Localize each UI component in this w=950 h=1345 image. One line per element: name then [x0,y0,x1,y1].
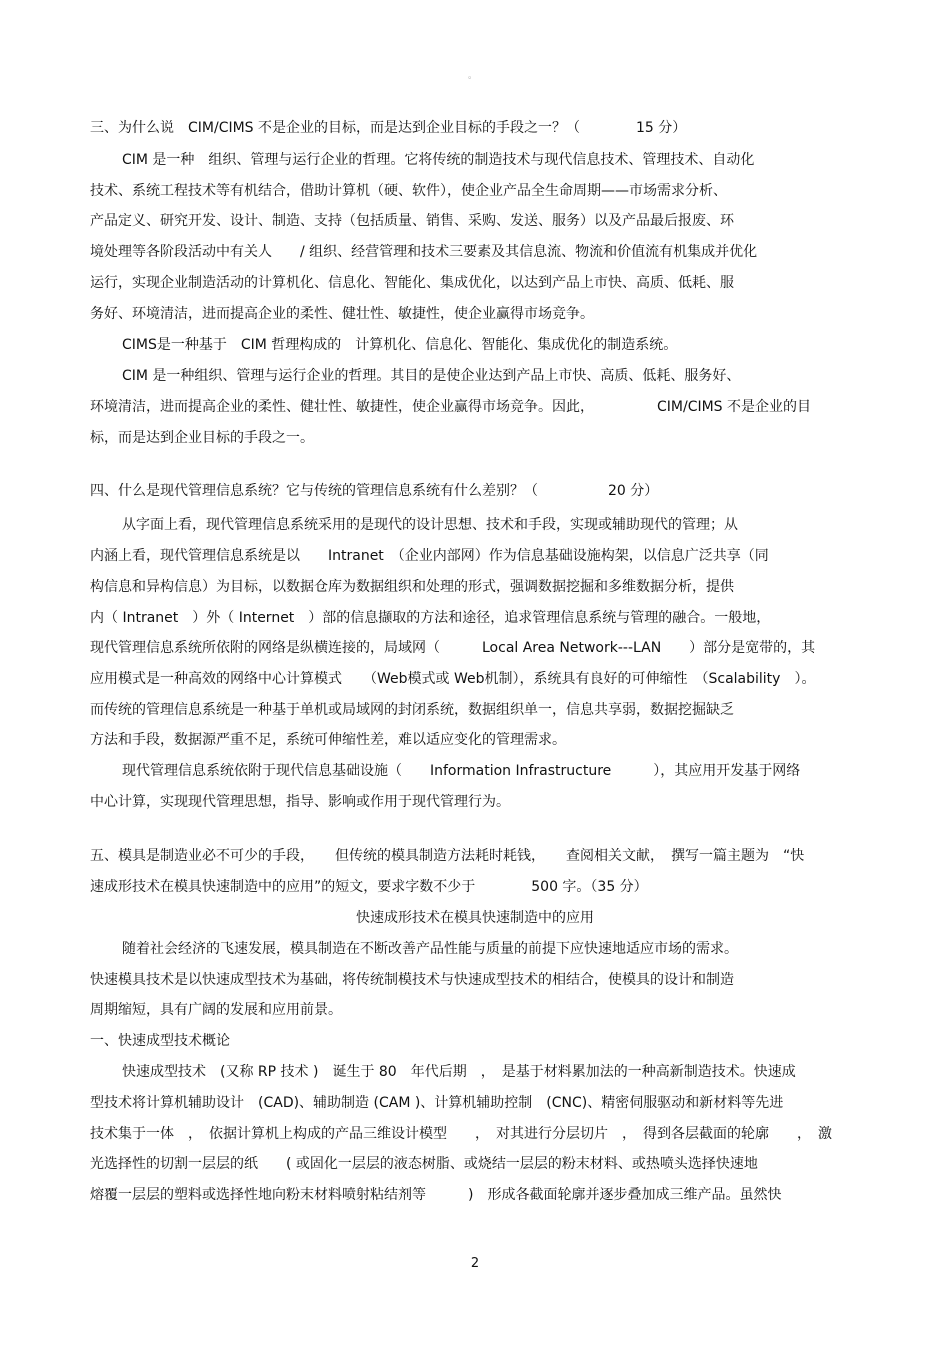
page-marker: 。 [468,71,478,81]
paragraph-line: 内（ Intranet ）外（ Internet ）部的信息撷取的方法和途径，追求管理信息系统与管理的融合。一般地， [90,610,771,626]
paragraph-line: 熔覆一层层的塑料或选择性地向粉末材料喷射粘结剂等 ) 形成各截面轮廓并逐步叠加成三维产品。虽然快 [90,1187,782,1203]
paragraph-line: 产品定义、研究开发、设计、制造、支持（包括质量、销售、采购、发送、服务）以及产品最后报废、环 [90,213,734,229]
paragraph-line: 光选择性的切割一层层的纸 ( 或固化一层层的液态树脂、或烧结一层层的粉末材料、或热喷头选择快速地 [90,1156,758,1172]
paragraph-line: 从字面上看，现代管理信息系统采用的是现代的设计思想、技术和手段，实现或辅助现代的管理；从 [122,517,738,533]
paragraph-line: 快速成型技术 (又称 RP 技术 ) 诞生于 80 年代后期 ， 是基于材料累加法的一种高新制造技术。快速成 [122,1064,796,1080]
paragraph-line: 境处理等各阶段活动中有关人 / 组织、经营管理和技术三要素及其信息流、物流和价值流有机集成并优化 [90,244,758,260]
question-3-heading: 三、为什么说 CIM/CIMS 不是企业的目标，而是达到企业目标的手段之一？（ 15 分） [90,120,687,136]
paragraph-line: 而传统的管理信息系统是一种基于单机或局域网的封闭系统，数据组织单一，信息共享弱，数据挖掘缺乏 [90,702,734,718]
page-number: 2 [470,1256,480,1271]
paragraph-line: 内涵上看，现代管理信息系统是以 Intranet （企业内部网）作为信息基础设施构架，以信息广泛共享（同 [90,548,769,564]
paragraph-line: 速成形技术在模具快速制造中的应用”的短文，要求字数不少于 500 字。（35 分） [90,879,648,895]
paragraph-line: 应用模式是一种高效的网络中心计算模式 （Web模式或 Web机制），系统具有良好的可伸缩性 （Scalability ）。 [90,671,816,687]
question-5-heading: 五、模具是制造业必不可少的手段， 但传统的模具制造方法耗时耗钱， 查阅相关文献， 撰写一篇主题为 “快 [90,848,805,864]
paragraph-line: 随着社会经济的飞速发展，模具制造在不断改善产品性能与质量的前提下应快速地适应市场的需求。 [122,941,738,957]
paragraph-line: 构信息和异构信息）为目标，以数据仓库为数据组织和处理的形式，强调数据挖掘和多维数据分析，提供 [90,579,734,595]
paragraph-line: 中心计算，实现现代管理思想，指导、影响或作用于现代管理行为。 [90,794,510,810]
paragraph-line: 运行，实现企业制造活动的计算机化、信息化、智能化、集成优化，以达到产品上市快、高质、低耗、服 [90,275,734,291]
paragraph-line: 型技术将计算机辅助设计 (CAD)、辅助制造 (CAM )、计算机辅助控制 (CNC)、精密伺服驱动和新材料等先进 [90,1095,784,1111]
paragraph-line: 务好、环境清洁，进而提高企业的柔性、健壮性、敏捷性，使企业赢得市场竞争。 [90,306,594,322]
paragraph-line: 环境清洁，进而提高企业的柔性、健壮性、敏捷性，使企业赢得市场竞争。因此， CIM/CIMS 不是企业的目 [90,399,812,415]
paragraph-line: 现代管理信息系统所依附的网络是纵横连接的，局域网（ Local Area Network---LAN ）部分是宽带的，其 [90,640,816,656]
question-4-heading: 四、什么是现代管理信息系统？它与传统的管理信息系统有什么差别？（ 20 分） [90,483,659,499]
section-heading: 一、快速成型技术概论 [90,1033,230,1049]
paragraph-line: CIM 是一种组织、管理与运行企业的哲理。其目的是使企业达到产品上市快、高质、低耗、服务好、 [122,368,741,384]
paragraph-line: 现代管理信息系统依附于现代信息基础设施（ Information Infrastructure ），其应用开发基于网络 [122,763,801,779]
paragraph-line: CIMS是一种基于 CIM 哲理构成的 计算机化、信息化、智能化、集成优化的制造系统。 [122,337,678,353]
paragraph-line: 技术集于一体 ， 依据计算机上构成的产品三维设计模型 ， 对其进行分层切片 ， 得到各层截面的轮廓 ， 激 [90,1126,832,1142]
paragraph-line: 快速模具技术是以快速成型技术为基础，将传统制模技术与快速成型技术的相结合，使模具的设计和制造 [90,972,734,988]
paragraph-line: 技术、系统工程技术等有机结合，借助计算机（硬、软件），使企业产品全生命周期——市场需求分析、 [90,183,727,199]
paragraph-line: 周期缩短，具有广阔的发展和应用前景。 [90,1002,342,1018]
paragraph-line: 方法和手段，数据源严重不足，系统可伸缩性差，难以适应变化的管理需求。 [90,732,566,748]
paragraph-line: CIM 是一种 组织、管理与运行企业的哲理。它将传统的制造技术与现代信息技术、管理技术、自动化 [122,152,755,168]
paragraph-line: 标，而是达到企业目标的手段之一。 [90,430,314,446]
essay-title: 快速成形技术在模具快速制造中的应用 [356,910,594,926]
